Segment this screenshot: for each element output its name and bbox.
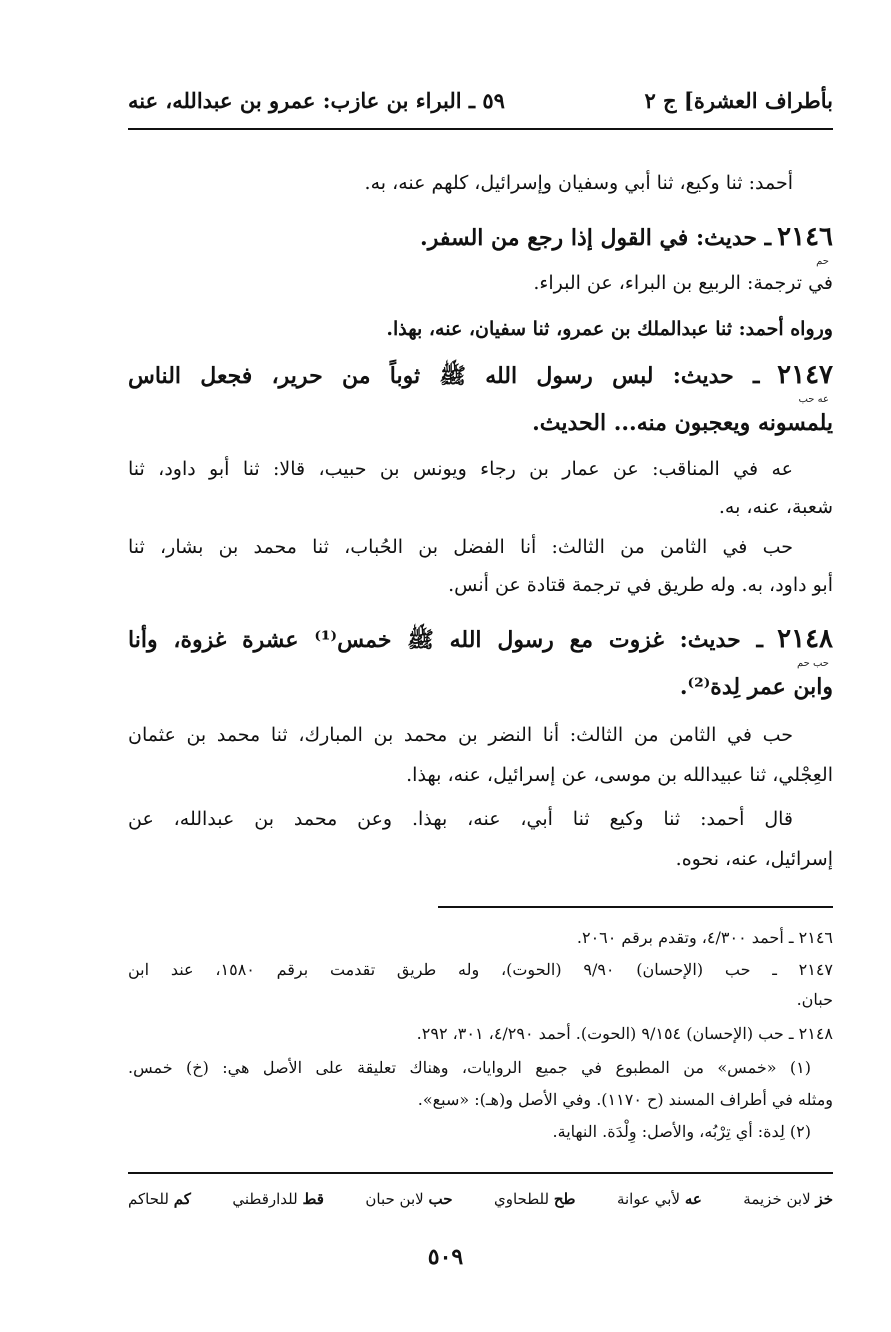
text-line: حب في الثامن من الثالث: أنا الفضل بن الحُباب، ثنا محمد بن بشار، ثنا — [128, 536, 793, 558]
text-line: أحمد: ثنا وكيع، ثنا أبي وسفيان وإسرائيل، كلهم عنه، به. — [364, 172, 793, 194]
hadith-title: ـ حديث: لبس رسول الله ﷺ ثوباً من حرير، فجعل الناس — [128, 363, 760, 389]
legend-item: كم للحاكم — [128, 1190, 191, 1208]
text-line: قال أحمد: ثنا وكيع ثنا أبي، عنه، بهذا. وعن محمد بن عبدالله، عن — [128, 808, 793, 830]
hadith-number: ٢١٤٧ — [777, 360, 834, 390]
running-header-section: ٥٩ ـ البراء بن عازب: عمرو بن عبدالله، عنه — [128, 88, 505, 113]
text-line: إسرائيل، عنه، نحوه. — [675, 848, 833, 870]
running-header-book: بأطراف العشرة] ج ٢ — [644, 88, 833, 113]
legend-item: حب لابن حبان — [365, 1190, 453, 1208]
text-line: حب في الثامن من الثالث: أنا النضر بن محمد بن المبارك، ثنا محمد بن عثمان — [128, 724, 793, 746]
text-line: ورواه أحمد: ثنا عبدالملك بن عمرو، ثنا سفيان، عنه، بهذا. — [386, 318, 833, 340]
text-line: وابن عمر لِدة⁽²⁾. — [679, 674, 833, 700]
source-sigla: عه حب — [798, 394, 829, 405]
hadith-number: ٢١٤٨ — [777, 624, 833, 654]
footnote-line: (٢) لِدة: أي تِرْبُه، والأصل: وِلْدَة. النهاية. — [552, 1122, 811, 1141]
hadith-title: ـ حديث: في القول إذا رجع من السفر. — [420, 225, 772, 251]
legend-item: قط للدارقطني — [232, 1190, 324, 1208]
text-line: يلمسونه ويعجبون منه... الحديث. — [532, 410, 833, 436]
legend-item: طح للطحاوي — [493, 1190, 576, 1208]
hadith-number: ٢١٤٦ — [777, 222, 833, 252]
footnote-line: ٢١٤٦ ـ أحمد ٤/٣٠٠، وتقدم برقم ٢٠٦٠. — [576, 928, 833, 947]
text-line: شعبة، عنه، به. — [718, 496, 833, 518]
page-number: ٥٠٩ — [427, 1244, 464, 1270]
footnote-line: ومثله في أطراف المسند (ح ١١٧٠). وفي الأصل و(هـ): «سبع». — [417, 1090, 833, 1109]
hadith-heading-2148 — [128, 624, 833, 658]
legend-item: خز لابن خزيمة — [743, 1190, 833, 1208]
text-line: العِجْلي، ثنا عبيدالله بن موسى، عن إسرائيل، عنه، بهذا. — [406, 764, 833, 786]
hadith-heading-2146 — [420, 222, 833, 252]
header-rule — [128, 128, 833, 130]
footnote-line: ٢١٤٨ ـ حب (الإحسان) ٩/١٥٤ (الحوت). أحمد ٤/٢٩٠، ٣٠١، ٢٩٢. — [416, 1024, 833, 1043]
text-line: أبو داود، به. وله طريق في ترجمة قتادة عن أنس. — [448, 574, 833, 596]
abbreviation-legend — [128, 1190, 833, 1208]
legend-item: عه لأبي عوانة — [616, 1190, 702, 1208]
footnote-rule — [438, 906, 833, 908]
footnote-line: حبان. — [796, 990, 833, 1009]
text-line: عه في المناقب: عن عمار بن رجاء ويونس بن حبيب، قالا: ثنا أبو داود، ثنا — [128, 458, 793, 480]
source-sigla: حم — [816, 256, 829, 267]
footnote-line: (١) «خمس» من المطبوع في جميع الروايات، وهناك تعليقة على الأصل هي: (خ) خمس. — [128, 1058, 812, 1077]
footnote-line: ٢١٤٧ ـ حب (الإحسان) ٩/٩٠ (الحوت)، وله طريق تقدمت برقم ١٥٨٠، عند ابن — [128, 960, 834, 979]
text-line: في ترجمة: الربيع بن البراء، عن البراء. — [533, 272, 833, 294]
hadith-heading-2147 — [128, 360, 833, 394]
source-sigla: حب حم — [796, 658, 829, 669]
hadith-title: ـ حديث: غزوت مع رسول الله ﷺ خمس⁽¹⁾ عشرة غزوة، وأنا — [128, 627, 763, 653]
legend-rule — [128, 1172, 833, 1174]
